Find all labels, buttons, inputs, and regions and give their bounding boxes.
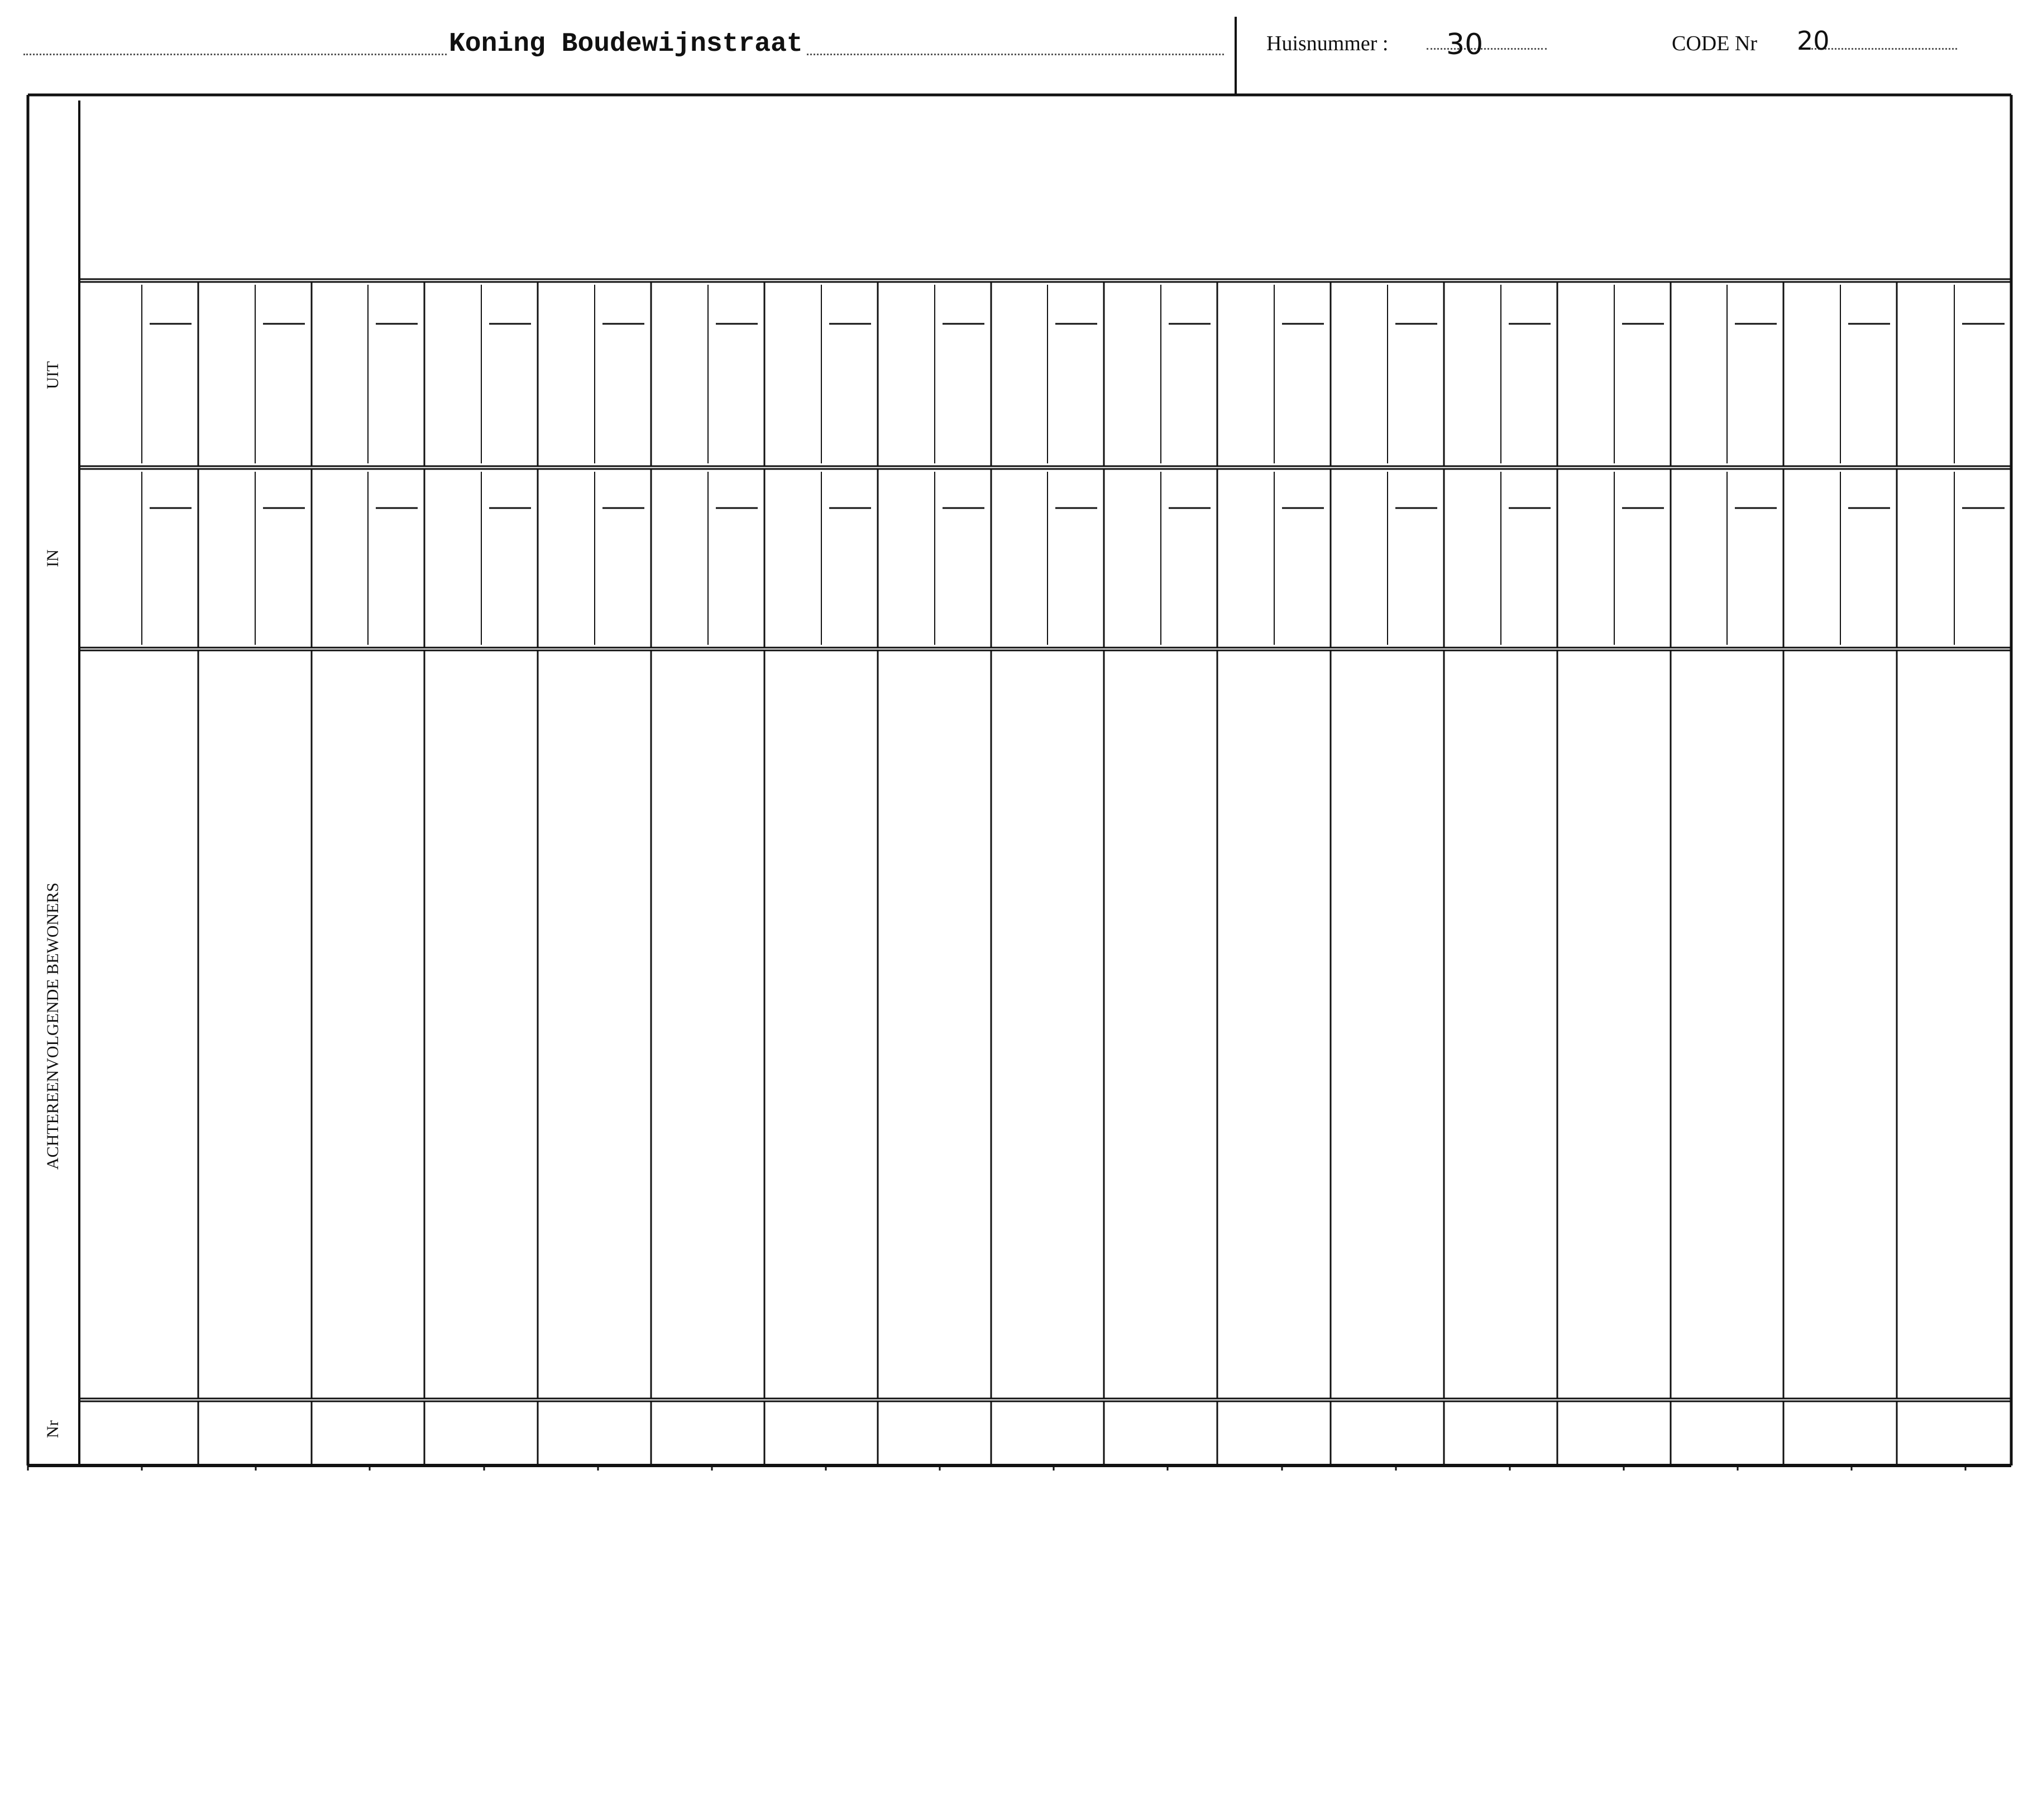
code-label: CODE Nr (1672, 32, 1758, 55)
house-number-value[interactable]: 30 (1446, 28, 1484, 61)
code-number-value[interactable]: 20 (1797, 26, 1830, 56)
house-number-label: Huisnummer : (1266, 32, 1389, 55)
row-label-number: Nr (44, 1420, 62, 1438)
row-label-residents: ACHTEREENVOLGENDE BEWONERS (44, 882, 62, 1170)
row-label-in: IN (44, 549, 62, 567)
street-name[interactable]: Koning Boudewijnstraat (447, 29, 805, 59)
row-label-out: UIT (44, 361, 62, 389)
